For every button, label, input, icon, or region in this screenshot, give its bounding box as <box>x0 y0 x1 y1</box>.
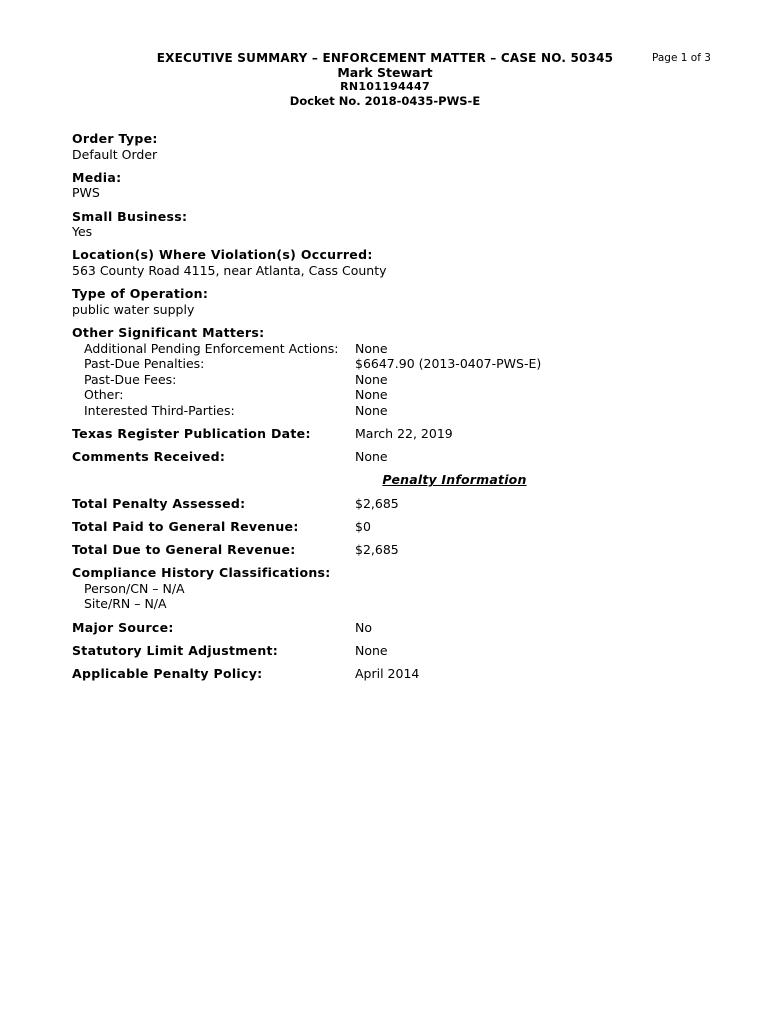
small-business-field <box>72 209 732 240</box>
past-due-fees-row <box>72 372 732 388</box>
person-classification: Person/CN – N/A <box>84 580 185 596</box>
other-label: Other: <box>84 387 124 403</box>
small-business-value: Yes <box>72 224 93 240</box>
rn-number: RN101194447 <box>340 80 430 93</box>
statutory-limit-row <box>72 643 732 659</box>
media-field <box>72 170 732 201</box>
major-source-label: Major Source: <box>72 619 174 635</box>
third-parties-row <box>72 403 732 419</box>
publication-date-label: Texas Register Publication Date: <box>72 426 311 442</box>
major-source-value: No <box>355 619 372 635</box>
other-row <box>72 387 732 403</box>
statutory-limit-label: Statutory Limit Adjustment: <box>72 642 279 658</box>
penalty-assessed-label: Total Penalty Assessed: <box>72 495 246 511</box>
past-due-penalties-value: $6647.90 (2013-0407-PWS-E) <box>355 356 542 372</box>
past-due-penalties-label: Past-Due Penalties: <box>84 356 205 372</box>
comments-label: Comments Received: <box>72 449 226 465</box>
penalty-policy-value: April 2014 <box>355 665 420 681</box>
publication-date-row <box>72 426 732 442</box>
penalty-assessed-value: $2,685 <box>355 495 399 511</box>
other-matters-field <box>72 325 732 419</box>
location-field <box>72 247 732 278</box>
due-revenue-label: Total Due to General Revenue: <box>72 542 296 557</box>
small-business-label: Small Business: <box>72 208 188 224</box>
order-type-label: Order Type: <box>72 131 158 146</box>
operation-label: Type of Operation: <box>72 286 209 302</box>
due-revenue-value: $2,685 <box>355 542 399 557</box>
compliance-history-field <box>72 565 732 612</box>
publication-date-value: March 22, 2019 <box>355 426 453 442</box>
penalty-section-title: Penalty Information <box>382 472 527 488</box>
third-parties-value: None <box>355 402 388 418</box>
compliance-history-label: Compliance History Classifications: <box>72 565 331 581</box>
penalty-policy-label: Applicable Penalty Policy: <box>72 665 263 681</box>
past-due-penalties-row <box>72 356 732 372</box>
order-type-value: Default Order <box>72 146 158 162</box>
paid-revenue-row <box>72 519 732 535</box>
media-value: PWS <box>72 185 100 201</box>
order-type-field <box>72 131 732 162</box>
media-label: Media: <box>72 169 122 185</box>
respondent-name: Mark Stewart <box>337 65 433 80</box>
comments-row <box>72 449 732 465</box>
document-title: EXECUTIVE SUMMARY – ENFORCEMENT MATTER – CASE NO. 50345 <box>156 51 614 65</box>
third-parties-label: Interested Third-Parties: <box>84 402 235 418</box>
paid-revenue-value: $0 <box>355 518 371 534</box>
past-due-fees-value: None <box>355 371 388 387</box>
penalty-policy-row <box>72 666 732 682</box>
other-matters-label: Other Significant Matters: <box>72 324 265 340</box>
location-value: 563 County Road 4115, near Atlanta, Cass County <box>72 262 387 278</box>
paid-revenue-label: Total Paid to General Revenue: <box>72 518 299 534</box>
major-source-row <box>72 620 732 636</box>
page-number: Page 1 of 3 <box>652 52 711 64</box>
operation-value: public water supply <box>72 301 195 317</box>
penalty-assessed-row <box>72 496 732 512</box>
past-due-fees-label: Past-Due Fees: <box>84 371 177 387</box>
pending-actions-label: Additional Pending Enforcement Actions: <box>84 340 339 356</box>
docket-number: Docket No. 2018-0435-PWS-E <box>289 94 481 108</box>
operation-field <box>72 286 732 317</box>
other-value: None <box>355 387 388 403</box>
due-revenue-row <box>72 542 732 558</box>
pending-actions-value: None <box>355 340 388 356</box>
comments-value: None <box>355 449 388 465</box>
location-label: Location(s) Where Violation(s) Occurred: <box>72 247 373 263</box>
pending-actions-row <box>72 341 732 357</box>
statutory-limit-value: None <box>355 642 388 658</box>
summary-body <box>72 131 732 689</box>
site-classification: Site/RN – N/A <box>84 596 167 612</box>
